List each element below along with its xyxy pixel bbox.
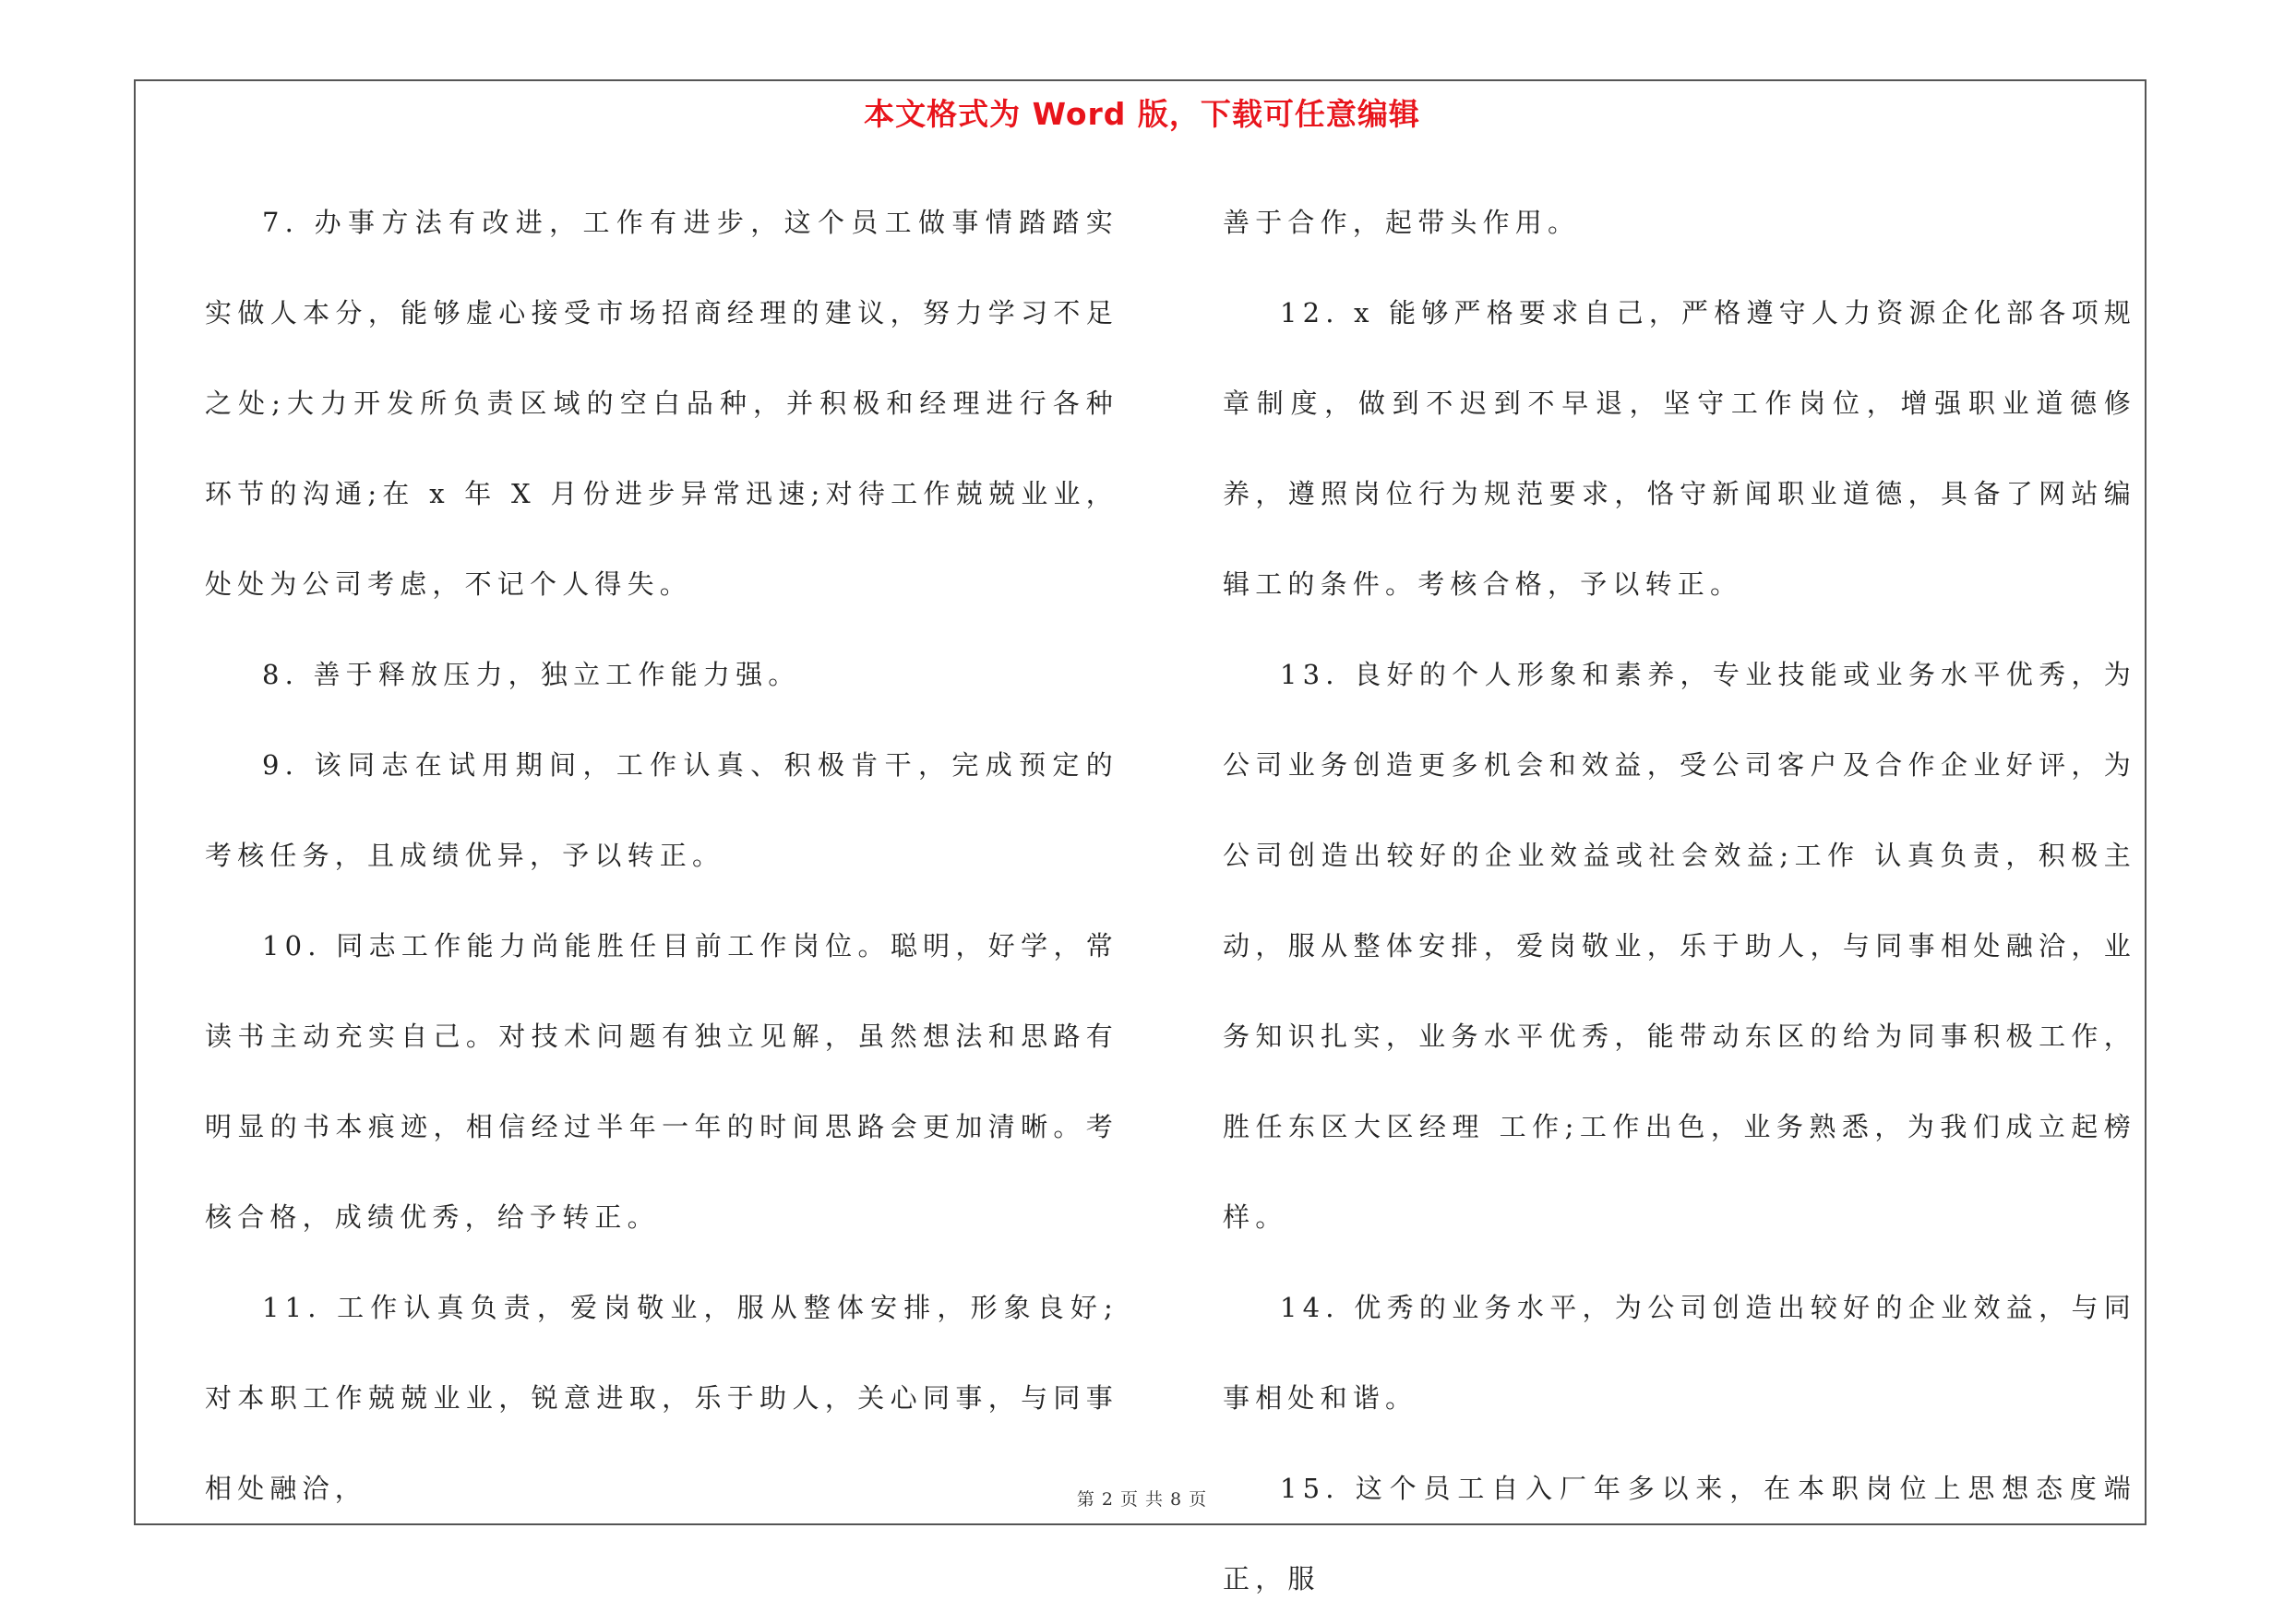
- header-banner: 本文格式为 Word 版，下载可任意编辑: [864, 96, 1420, 132]
- right-column: [1223, 177, 2136, 1624]
- paragraph-8: 8. 善于释放压力，独立工作能力强。: [262, 659, 801, 690]
- page-number-footer: 第 2 页 共 8 页: [1076, 1489, 1208, 1510]
- paragraph-10: 10. 同志工作能力尚能胜任目前工作岗位。聪明，好学，常读书主动充实自己。对技术问题有独立见解，虽然想法和思路有明显的书本痕迹，相信经过半年一年的时间思路会更加清晰。考核合格，成绩优秀，给予转正。: [205, 930, 1118, 1233]
- paragraph-13: 13. 良好的个人形象和素养，专业技能或业务水平优秀，为公司业务创造更多机会和效益，受公司客户及合作企业好评，为公司创造出较好的企业效益或社会效益;工作 认真负责，积极主动，服从整体安排，爱岗敬业，乐于助人，与同事相处融洽，业务知识扎实，业务水平优秀，能带动东区的给为同事积极工作，胜任东区大区经理 工作;工作出色，业务熟悉，为我们成立起榜样。: [1223, 659, 2136, 1233]
- paragraph-14: 14. 优秀的业务水平，为公司创造出较好的企业效益，与同事相处和谐。: [1223, 1292, 2136, 1414]
- paragraph-7: 7. 办事方法有改进，工作有进步，这个员工做事情踏踏实实做人本分，能够虚心接受市场招商经理的建议，努力学习不足之处;大力开发所负责区域的空白品种，并积极和经理进行各种环节的沟通;在 x 年 X 月份进步异常迅速;对待工作兢兢业业，处处为公司考虑，不记个人得失。: [205, 207, 1118, 600]
- paragraph-9: 9. 该同志在试用期间，工作认真、积极肯干，完成预定的考核任务，且成绩优异，予以转正。: [205, 749, 1118, 871]
- paragraph-15: 15. 这个员工自入厂年多以来，在本职岗位上思想态度端正，服: [1223, 1473, 2136, 1594]
- left-column: [205, 177, 1118, 1534]
- paragraph-12: 12. x 能够严格要求自己，严格遵守人力资源企化部各项规章制度，做到不迟到不早退，坚守工作岗位，增强职业道德修养，遵照岗位行为规范要求，恪守新闻职业道德，具备了网站编辑工的条件。考核合格，予以转正。: [1223, 297, 2136, 600]
- paragraph-11-continued: 善于合作，起带头作用。: [1223, 207, 1581, 238]
- paragraph-11: 11. 工作认真负责，爱岗敬业，服从整体安排，形象良好;对本职工作兢兢业业，锐意进取，乐于助人，关心同事，与同事相处融洽，: [205, 1292, 1118, 1504]
